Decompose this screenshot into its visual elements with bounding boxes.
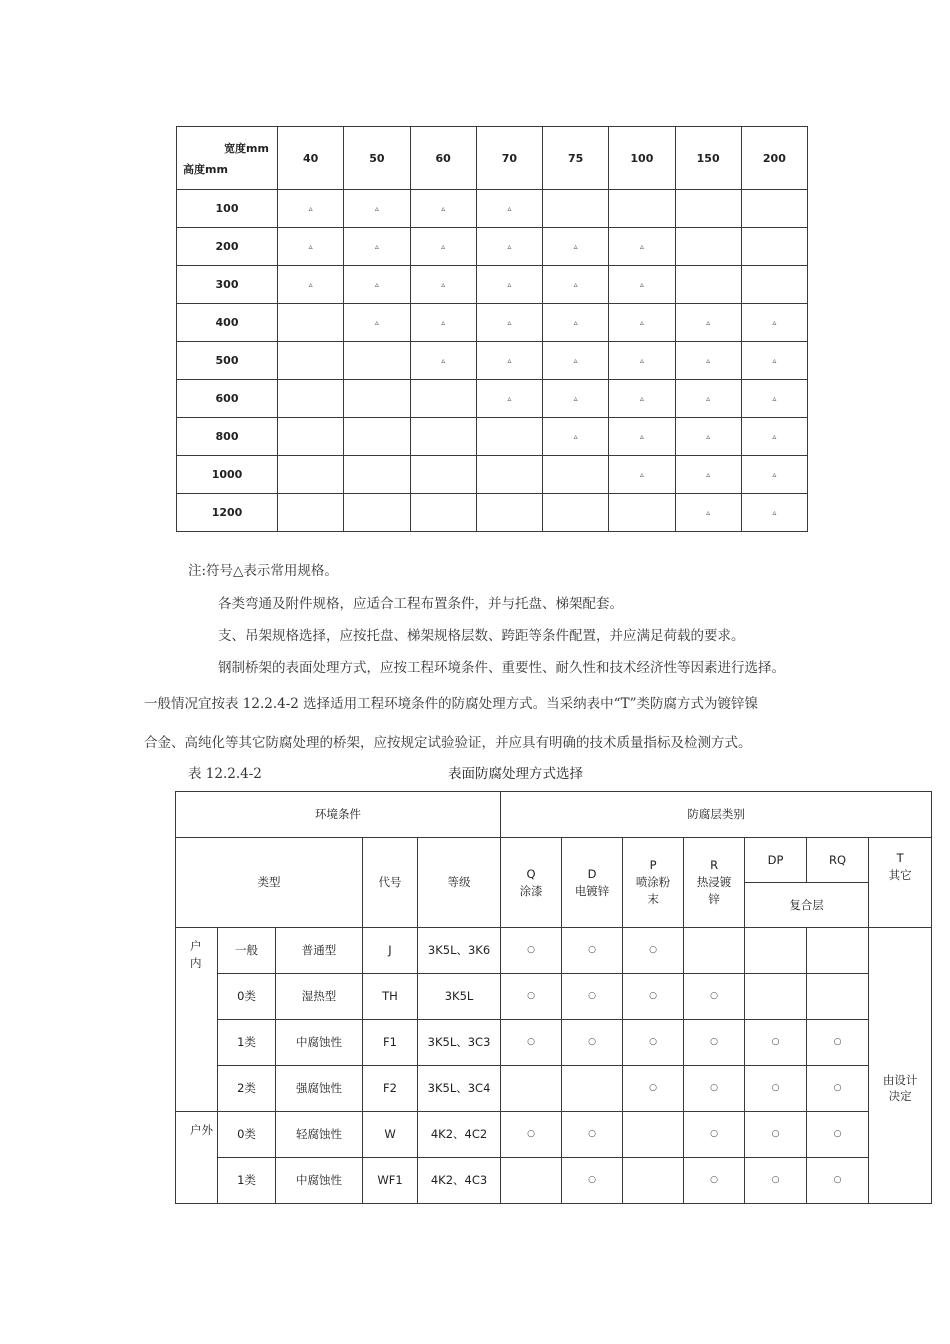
common-size-mark: ▵ xyxy=(609,456,675,494)
common-size-mark: ▵ xyxy=(476,228,542,266)
height-value: 100 xyxy=(177,190,278,228)
applicable-mark: ○ xyxy=(745,1066,807,1112)
size-table-row xyxy=(177,418,808,456)
common-size-mark: ▵ xyxy=(410,342,476,380)
empty-cell xyxy=(623,1158,684,1204)
empty-cell xyxy=(741,266,807,304)
empty-cell xyxy=(344,418,410,456)
env-type-cell: 强腐蚀性 xyxy=(276,1066,363,1112)
empty-cell xyxy=(609,190,675,228)
height-value: 200 xyxy=(177,228,278,266)
grade-cell: 3K5L xyxy=(418,974,501,1020)
applicable-mark: ○ xyxy=(623,1066,684,1112)
condition-row xyxy=(176,1158,932,1204)
common-size-mark: ▵ xyxy=(410,266,476,304)
height-value: 1200 xyxy=(177,494,278,532)
empty-cell xyxy=(344,342,410,380)
empty-cell xyxy=(501,1066,562,1112)
width-header: 50 xyxy=(344,127,410,190)
applicable-mark: ○ xyxy=(684,1112,745,1158)
empty-cell xyxy=(410,380,476,418)
height-value: 800 xyxy=(177,418,278,456)
common-size-mark: ▵ xyxy=(741,342,807,380)
size-table-row xyxy=(177,190,808,228)
condition-row xyxy=(176,928,932,974)
common-size-mark: ▵ xyxy=(476,266,542,304)
empty-cell xyxy=(745,928,807,974)
condition-row xyxy=(176,1066,932,1112)
common-size-mark: ▵ xyxy=(278,228,344,266)
common-size-mark: ▵ xyxy=(609,304,675,342)
col-rq-header: RQ xyxy=(807,838,869,883)
class-cell: 0类 xyxy=(218,1112,276,1158)
applicable-mark: ○ xyxy=(684,1020,745,1066)
composite-layer-header: 复合层 xyxy=(745,883,869,928)
common-size-mark: ▵ xyxy=(476,190,542,228)
applicable-mark: ○ xyxy=(745,1158,807,1204)
grade-header: 等级 xyxy=(418,838,501,928)
grade-cell: 3K5L、3K6 xyxy=(418,928,501,974)
class-cell: 1类 xyxy=(218,1020,276,1066)
width-axis-label: 宽度mm xyxy=(224,142,269,155)
table-caption-title: 表面防腐处理方式选择 xyxy=(448,766,583,782)
paragraph: 支、吊架规格选择，应按托盘、梯架规格层数、跨距等条件配置，并应满足荷载的要求。 xyxy=(218,628,745,644)
code-header: 代号 xyxy=(363,838,418,928)
applicable-mark: ○ xyxy=(501,928,562,974)
height-value: 300 xyxy=(177,266,278,304)
env-type-cell: 中腐蚀性 xyxy=(276,1158,363,1204)
applicable-mark: ○ xyxy=(807,1066,869,1112)
code-cell: W xyxy=(363,1112,418,1158)
empty-cell xyxy=(476,456,542,494)
empty-cell xyxy=(623,1112,684,1158)
size-table-row xyxy=(177,304,808,342)
grade-cell: 4K2、4C3 xyxy=(418,1158,501,1204)
empty-cell xyxy=(543,190,609,228)
anticorrosion-table xyxy=(175,791,932,1204)
common-size-mark: ▵ xyxy=(543,380,609,418)
code-cell: F1 xyxy=(363,1020,418,1066)
height-value: 500 xyxy=(177,342,278,380)
applicable-mark: ○ xyxy=(684,1158,745,1204)
common-size-mark: ▵ xyxy=(741,456,807,494)
empty-cell xyxy=(741,228,807,266)
common-size-mark: ▵ xyxy=(543,266,609,304)
size-spec-table xyxy=(176,126,808,532)
applicable-mark: ○ xyxy=(562,974,623,1020)
empty-cell xyxy=(476,418,542,456)
applicable-mark: ○ xyxy=(562,1020,623,1066)
common-size-mark: ▵ xyxy=(609,266,675,304)
empty-cell xyxy=(675,266,741,304)
empty-cell xyxy=(278,304,344,342)
common-size-mark: ▵ xyxy=(543,342,609,380)
width-header: 100 xyxy=(609,127,675,190)
empty-cell xyxy=(278,380,344,418)
outdoor-label: 户外 xyxy=(176,1112,218,1204)
paragraph: 各类弯通及附件规格，应适合工程布置条件，并与托盘、梯架配套。 xyxy=(218,596,623,612)
class-cell: 一般 xyxy=(218,928,276,974)
applicable-mark: ○ xyxy=(807,1020,869,1066)
size-table-row xyxy=(177,266,808,304)
applicable-mark: ○ xyxy=(623,974,684,1020)
empty-cell xyxy=(278,456,344,494)
grade-cell: 4K2、4C2 xyxy=(418,1112,501,1158)
width-header: 200 xyxy=(741,127,807,190)
applicable-mark: ○ xyxy=(807,1158,869,1204)
width-header: 40 xyxy=(278,127,344,190)
grade-cell: 3K5L、3C4 xyxy=(418,1066,501,1112)
size-table-row xyxy=(177,380,808,418)
common-size-mark: ▵ xyxy=(344,190,410,228)
size-table-row xyxy=(177,494,808,532)
col-dp-header: DP xyxy=(745,838,807,883)
env-type-cell: 普通型 xyxy=(276,928,363,974)
col-t-header: T 其它 xyxy=(869,838,932,928)
common-size-mark: ▵ xyxy=(476,304,542,342)
empty-cell xyxy=(543,456,609,494)
height-value: 400 xyxy=(177,304,278,342)
indoor-label: 户 内 xyxy=(176,928,218,1112)
applicable-mark: ○ xyxy=(562,928,623,974)
applicable-mark: ○ xyxy=(501,1020,562,1066)
width-header: 70 xyxy=(476,127,542,190)
common-size-mark: ▵ xyxy=(675,494,741,532)
grade-cell: 3K5L、3C3 xyxy=(418,1020,501,1066)
applicable-mark: ○ xyxy=(623,1020,684,1066)
col-p-header: P 喷涂粉 末 xyxy=(623,838,684,928)
height-value: 600 xyxy=(177,380,278,418)
common-size-mark: ▵ xyxy=(741,418,807,456)
size-table-row xyxy=(177,342,808,380)
common-size-mark: ▵ xyxy=(609,380,675,418)
applicable-mark: ○ xyxy=(623,928,684,974)
common-size-mark: ▵ xyxy=(410,228,476,266)
empty-cell xyxy=(609,494,675,532)
common-size-mark: ▵ xyxy=(278,266,344,304)
width-header: 75 xyxy=(543,127,609,190)
width-header: 60 xyxy=(410,127,476,190)
common-size-mark: ▵ xyxy=(543,418,609,456)
empty-cell xyxy=(278,342,344,380)
corner-cell xyxy=(177,127,278,190)
class-cell: 1类 xyxy=(218,1158,276,1204)
width-header: 150 xyxy=(675,127,741,190)
code-cell: J xyxy=(363,928,418,974)
col-d-header: D 电镀锌 xyxy=(562,838,623,928)
common-size-mark: ▵ xyxy=(543,304,609,342)
common-size-mark: ▵ xyxy=(344,304,410,342)
empty-cell xyxy=(410,456,476,494)
paragraph: 钢制桥架的表面处理方式，应按工程环境条件、重要性、耐久性和技术经济性等因素进行选择。 xyxy=(218,660,785,676)
code-cell: TH xyxy=(363,974,418,1020)
col-q-header: Q 涂漆 xyxy=(501,838,562,928)
common-size-mark: ▵ xyxy=(476,342,542,380)
common-size-mark: ▵ xyxy=(741,494,807,532)
class-cell: 2类 xyxy=(218,1066,276,1112)
common-size-mark: ▵ xyxy=(476,380,542,418)
common-size-mark: ▵ xyxy=(741,304,807,342)
type-header: 类型 xyxy=(176,838,363,928)
empty-cell xyxy=(344,456,410,494)
t-empty-cell xyxy=(869,928,932,974)
applicable-mark: ○ xyxy=(501,1112,562,1158)
common-size-mark: ▵ xyxy=(543,228,609,266)
size-table-row xyxy=(177,456,808,494)
empty-cell xyxy=(476,494,542,532)
empty-cell xyxy=(501,1158,562,1204)
env-condition-header: 环境条件 xyxy=(176,792,501,838)
size-table-header-row xyxy=(177,127,808,190)
empty-cell xyxy=(562,1066,623,1112)
empty-cell xyxy=(543,494,609,532)
table-caption-number: 表 12.2.4-2 xyxy=(188,766,262,782)
empty-cell xyxy=(278,494,344,532)
condition-row xyxy=(176,974,932,1020)
common-size-mark: ▵ xyxy=(609,342,675,380)
common-size-mark: ▵ xyxy=(344,228,410,266)
empty-cell xyxy=(410,418,476,456)
empty-cell xyxy=(675,190,741,228)
empty-cell xyxy=(807,928,869,974)
common-size-mark: ▵ xyxy=(675,342,741,380)
size-table-row xyxy=(177,228,808,266)
empty-cell xyxy=(278,418,344,456)
empty-cell xyxy=(741,190,807,228)
height-axis-label: 高度mm xyxy=(183,163,228,176)
common-size-mark: ▵ xyxy=(609,418,675,456)
common-size-mark: ▵ xyxy=(675,456,741,494)
applicable-mark: ○ xyxy=(684,974,745,1020)
empty-cell xyxy=(684,928,745,974)
common-size-mark: ▵ xyxy=(741,380,807,418)
code-cell: WF1 xyxy=(363,1158,418,1204)
code-cell: F2 xyxy=(363,1066,418,1112)
applicable-mark: ○ xyxy=(684,1066,745,1112)
paragraph: 一般情况宜按表 12.2.4-2 选择适用工程环境条件的防腐处理方式。当采纳表中“T”类防腐方式为镀锌镍 xyxy=(144,696,758,712)
common-size-mark: ▵ xyxy=(410,190,476,228)
common-size-mark: ▵ xyxy=(675,418,741,456)
paragraph: 合金、高纯化等其它防腐处理的桥架，应按规定试验验证，并应具有明确的技术质量指标及检测方式。 xyxy=(144,735,752,751)
height-value: 1000 xyxy=(177,456,278,494)
table-note: 注:符号△表示常用规格。 xyxy=(188,563,338,579)
class-cell: 0类 xyxy=(218,974,276,1020)
layer-category-header: 防腐层类别 xyxy=(501,792,932,838)
empty-cell xyxy=(807,974,869,1020)
col-r-header: R 热浸镀 锌 xyxy=(684,838,745,928)
env-type-cell: 湿热型 xyxy=(276,974,363,1020)
empty-cell xyxy=(410,494,476,532)
empty-cell xyxy=(344,380,410,418)
applicable-mark: ○ xyxy=(745,1020,807,1066)
common-size-mark: ▵ xyxy=(675,380,741,418)
common-size-mark: ▵ xyxy=(278,190,344,228)
applicable-mark: ○ xyxy=(745,1112,807,1158)
env-type-cell: 中腐蚀性 xyxy=(276,1020,363,1066)
condition-row xyxy=(176,1112,932,1158)
applicable-mark: ○ xyxy=(807,1112,869,1158)
applicable-mark: ○ xyxy=(562,1112,623,1158)
common-size-mark: ▵ xyxy=(344,266,410,304)
common-size-mark: ▵ xyxy=(675,304,741,342)
empty-cell xyxy=(745,974,807,1020)
common-size-mark: ▵ xyxy=(609,228,675,266)
empty-cell xyxy=(675,228,741,266)
env-type-cell: 轻腐蚀性 xyxy=(276,1112,363,1158)
common-size-mark: ▵ xyxy=(410,304,476,342)
applicable-mark: ○ xyxy=(501,974,562,1020)
design-decided-cell: 由设计 决定 xyxy=(869,974,932,1204)
applicable-mark: ○ xyxy=(562,1158,623,1204)
empty-cell xyxy=(344,494,410,532)
condition-row xyxy=(176,1020,932,1066)
